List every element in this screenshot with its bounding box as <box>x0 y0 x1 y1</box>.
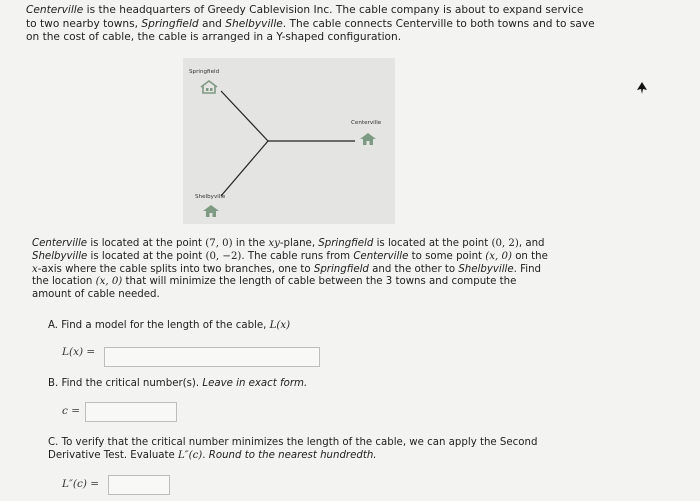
question-a-lhs: L(x) = <box>62 346 96 358</box>
question-c-lhs: L″(c) = <box>62 478 100 490</box>
critical-number-answer-field[interactable] <box>85 402 177 422</box>
centerville-label: Centerville <box>351 120 382 126</box>
second-derivative-answer-field[interactable] <box>108 475 170 495</box>
problem-details: Centerville is located at the point (7, 0) in the xy-plane, Springfield is located at the point (0, 2), and Shelbyville is located at the point (0, −2). The cable runs from Centerville to some point (x, 0) on the x-axis where the cable splits into two branches, one to Springfield and the other to Shelbyville. Find the location (x, 0) that will minimize the length of cable between the 3 towns and compute the amount of cable needed. <box>32 238 548 301</box>
mouse-cursor-icon <box>636 80 648 99</box>
springfield-label: Springfield <box>189 69 220 75</box>
problem-intro: Centerville is the headquarters of Greedy Cablevision Inc. The cable company is about to expand service to two nearby towns, Springfield and Shelbyville. The cable connects Centerville to both towns and to save on the cost of cable, the cable is arranged in a Y-shaped configuration. <box>26 4 595 43</box>
y-cable-diagram <box>183 58 395 224</box>
question-a: A. Find a model for the length of the cable, L(x) <box>48 320 291 331</box>
shelbyville-label: Shelbyville <box>195 194 226 200</box>
length-model-answer-field[interactable] <box>104 347 320 367</box>
question-b-lhs: c = <box>62 405 81 417</box>
cable-branch-springfield <box>221 91 268 141</box>
question-b: B. Find the critical number(s). Leave in exact form. <box>48 378 308 389</box>
intro-town-centerville: Centerville <box>26 4 84 16</box>
cable-branch-shelbyville <box>221 141 268 196</box>
question-c: C. To verify that the critical number minimizes the length of the cable, we can apply the Second Derivative Test. Evaluate L″(c). Round to the nearest hundredth. <box>48 437 538 461</box>
